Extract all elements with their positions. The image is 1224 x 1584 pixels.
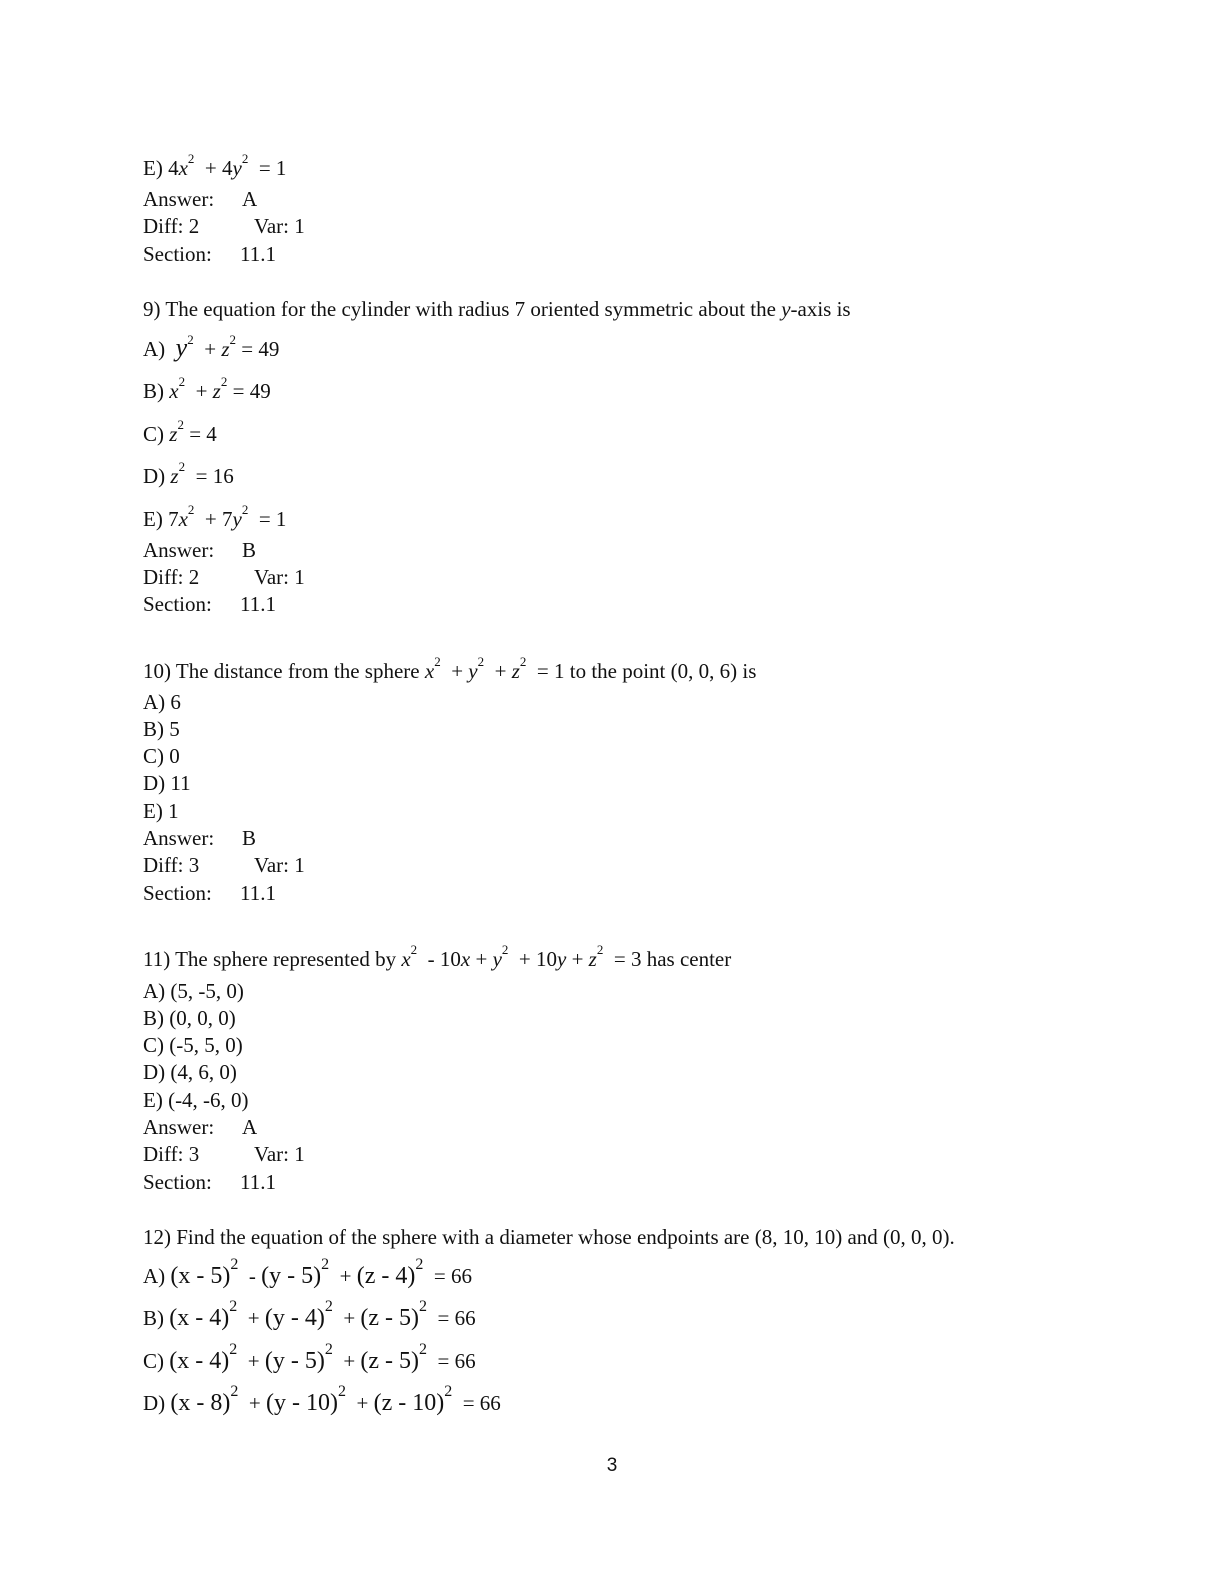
exponent: 2	[177, 417, 184, 432]
question-text: 9) The equation for the cylinder with radius 7 oriented symmetric about the	[143, 297, 782, 321]
q10-question	[143, 654, 757, 683]
variable: y	[492, 947, 502, 971]
q9-option-b	[143, 374, 271, 403]
question-text-end: -axis is	[790, 297, 851, 321]
operator: +	[451, 659, 464, 683]
variable: x	[401, 947, 411, 971]
operator: +	[204, 156, 217, 180]
variable: x	[460, 947, 471, 971]
answer-value: A	[242, 187, 258, 211]
q12-option-b	[143, 1298, 476, 1331]
diff-label: Diff: 2	[143, 214, 200, 238]
equals-value: = 16	[195, 464, 234, 488]
term: (z - 10)	[373, 1390, 445, 1416]
question-text-end: = 3 has center	[613, 947, 732, 971]
q9-section	[143, 592, 276, 616]
exponent: 2	[415, 1256, 424, 1273]
q10-option-b: B) 5	[143, 717, 180, 741]
option-label: C)	[143, 1349, 164, 1373]
exponent: 2	[187, 502, 195, 517]
q10-section	[143, 881, 276, 905]
q9-option-d	[143, 459, 234, 488]
coefficient: 4	[222, 156, 233, 180]
variable: z	[221, 337, 230, 361]
exponent: 2	[324, 1298, 333, 1315]
term: (z - 4)	[356, 1263, 416, 1289]
diff-label: Diff: 3	[143, 853, 200, 877]
term: - 10	[427, 947, 461, 971]
option-label: D)	[143, 1391, 166, 1415]
variable: x	[424, 659, 435, 683]
q8-option-e	[143, 151, 287, 180]
exponent: 2	[324, 1341, 333, 1358]
option-label: C)	[143, 422, 164, 446]
operator: +	[204, 337, 217, 361]
diff-label: Diff: 3	[143, 1142, 200, 1166]
q8-section	[143, 242, 276, 266]
exponent: 2	[241, 151, 249, 166]
operator: +	[247, 1306, 260, 1330]
q10-diff-var	[143, 853, 305, 877]
q11-question	[143, 942, 732, 971]
q11-option-c: C) (-5, 5, 0)	[143, 1033, 243, 1057]
section-value: 11.1	[240, 592, 276, 616]
exponent: 2	[230, 1383, 239, 1400]
option-label: B)	[143, 1306, 164, 1330]
exponent: 2	[519, 654, 527, 669]
option-label: B)	[143, 379, 164, 403]
section-label: Section:	[143, 881, 212, 905]
var-label: Var: 1	[254, 214, 305, 238]
operator: +	[571, 947, 584, 971]
q9-option-a	[143, 332, 280, 362]
q11-answer	[143, 1115, 258, 1139]
coefficient: 7	[222, 507, 233, 531]
term: (x - 4)	[169, 1305, 230, 1331]
answer-label: Answer:	[143, 826, 215, 850]
section-value: 11.1	[240, 1170, 276, 1194]
exponent: 2	[419, 1341, 428, 1358]
operator: +	[248, 1391, 261, 1415]
diff-label: Diff: 2	[143, 565, 200, 589]
variable: z	[511, 659, 520, 683]
variable: y	[175, 333, 188, 362]
option-label: A)	[143, 1264, 166, 1288]
operator: +	[247, 1349, 260, 1373]
question-text: 11) The sphere represented by	[143, 947, 397, 971]
variable: y	[232, 507, 242, 531]
option-label: E)	[143, 156, 163, 180]
exponent: 2	[321, 1256, 330, 1273]
section-value: 11.1	[240, 881, 276, 905]
answer-value: B	[242, 538, 257, 562]
variable: z	[169, 422, 178, 446]
exponent: 2	[444, 1383, 453, 1400]
term: (y - 10)	[266, 1390, 338, 1416]
q12-option-a	[143, 1256, 472, 1289]
variable: x	[178, 507, 188, 531]
page-number: 3	[606, 1455, 618, 1476]
operator: +	[343, 1349, 356, 1373]
section-label: Section:	[143, 592, 212, 616]
option-label: A)	[143, 337, 166, 361]
q11-option-a: A) (5, -5, 0)	[143, 979, 244, 1003]
variable: y	[781, 297, 791, 321]
q9-option-c	[143, 417, 217, 446]
operator: +	[339, 1264, 352, 1288]
term: (x - 5)	[170, 1263, 231, 1289]
exponent: 2	[501, 942, 509, 957]
answer-label: Answer:	[143, 1115, 215, 1139]
operator: +	[343, 1306, 356, 1330]
equals-value: = 1	[258, 507, 287, 531]
variable: z	[588, 947, 597, 971]
term: (x - 8)	[170, 1390, 231, 1416]
equals-value: = 4	[189, 422, 217, 446]
var-label: Var: 1	[254, 565, 305, 589]
variable: y	[468, 659, 478, 683]
q10-option-c: C) 0	[143, 744, 180, 768]
operator: +	[204, 507, 217, 531]
equals-value: = 49	[241, 337, 280, 361]
coefficient: 4	[168, 156, 179, 180]
q9-diff-var	[143, 565, 305, 589]
answer-value: A	[242, 1115, 258, 1139]
variable: z	[170, 464, 179, 488]
answer-value: B	[242, 826, 257, 850]
option-label: D)	[143, 464, 166, 488]
equals-value: = 1	[258, 156, 287, 180]
operator: +	[475, 947, 488, 971]
operator: -	[248, 1264, 256, 1288]
exponent: 2	[229, 332, 236, 347]
question-text: 10) The distance from the sphere	[143, 659, 420, 683]
equals-value: = 49	[232, 379, 271, 403]
exponent: 2	[596, 942, 604, 957]
var-label: Var: 1	[254, 853, 305, 877]
q10-answer	[143, 826, 257, 850]
exponent: 2	[241, 502, 249, 517]
exponent: 2	[220, 374, 228, 389]
q11-option-d: D) (4, 6, 0)	[143, 1060, 237, 1084]
answer-label: Answer:	[143, 187, 215, 211]
var-label: Var: 1	[254, 1142, 305, 1166]
q8-answer	[143, 187, 258, 211]
q9-answer	[143, 538, 257, 562]
exponent: 2	[230, 1256, 239, 1273]
equals-value: = 66	[462, 1391, 501, 1415]
exponent: 2	[187, 332, 194, 347]
variable: y	[232, 156, 242, 180]
term: (y - 4)	[264, 1305, 325, 1331]
term: (z - 5)	[360, 1348, 420, 1374]
equals-value: = 66	[437, 1306, 476, 1330]
variable: x	[178, 156, 188, 180]
q11-option-e: E) (-4, -6, 0)	[143, 1088, 249, 1112]
operator: +	[195, 379, 208, 403]
question-text-end: = 1 to the point (0, 0, 6) is	[536, 659, 757, 683]
term: (y - 5)	[261, 1263, 322, 1289]
q12-question: 12) Find the equation of the sphere with a diameter whose endpoints are (8, 10, 10) and (0, 0, 0).	[143, 1225, 955, 1249]
exponent: 2	[178, 374, 186, 389]
q8-diff-var	[143, 214, 305, 238]
variable: y	[557, 947, 567, 971]
q9-option-e	[143, 502, 287, 531]
section-value: 11.1	[240, 242, 276, 266]
coefficient: 7	[168, 507, 179, 531]
q11-option-b: B) (0, 0, 0)	[143, 1006, 236, 1030]
exponent: 2	[434, 654, 441, 669]
q12-option-d	[143, 1383, 501, 1416]
q10-option-d: D) 11	[143, 771, 191, 795]
q10-option-e: E) 1	[143, 799, 179, 823]
variable: x	[169, 379, 179, 403]
exponent: 2	[187, 151, 195, 166]
exponent: 2	[419, 1298, 428, 1315]
option-label: E)	[143, 507, 163, 531]
q12-option-c	[143, 1341, 476, 1374]
term: + 10	[518, 947, 557, 971]
exponent: 2	[477, 654, 485, 669]
q9-question	[143, 297, 851, 321]
answer-label: Answer:	[143, 538, 215, 562]
term: (z - 5)	[360, 1305, 420, 1331]
exponent: 2	[337, 1383, 346, 1400]
equals-value: = 66	[437, 1349, 476, 1373]
term: (y - 5)	[264, 1348, 325, 1374]
q11-diff-var	[143, 1142, 305, 1166]
exponent: 2	[229, 1341, 238, 1358]
exponent: 2	[178, 459, 186, 474]
operator: +	[356, 1391, 369, 1415]
variable: z	[212, 379, 221, 403]
exponent: 2	[229, 1298, 238, 1315]
operator: +	[494, 659, 507, 683]
q10-option-a: A) 6	[143, 690, 181, 714]
equals-value: = 66	[433, 1264, 472, 1288]
term: (x - 4)	[169, 1348, 230, 1374]
exponent: 2	[410, 942, 418, 957]
section-label: Section:	[143, 1170, 212, 1194]
section-label: Section:	[143, 242, 212, 266]
q11-section	[143, 1170, 276, 1194]
